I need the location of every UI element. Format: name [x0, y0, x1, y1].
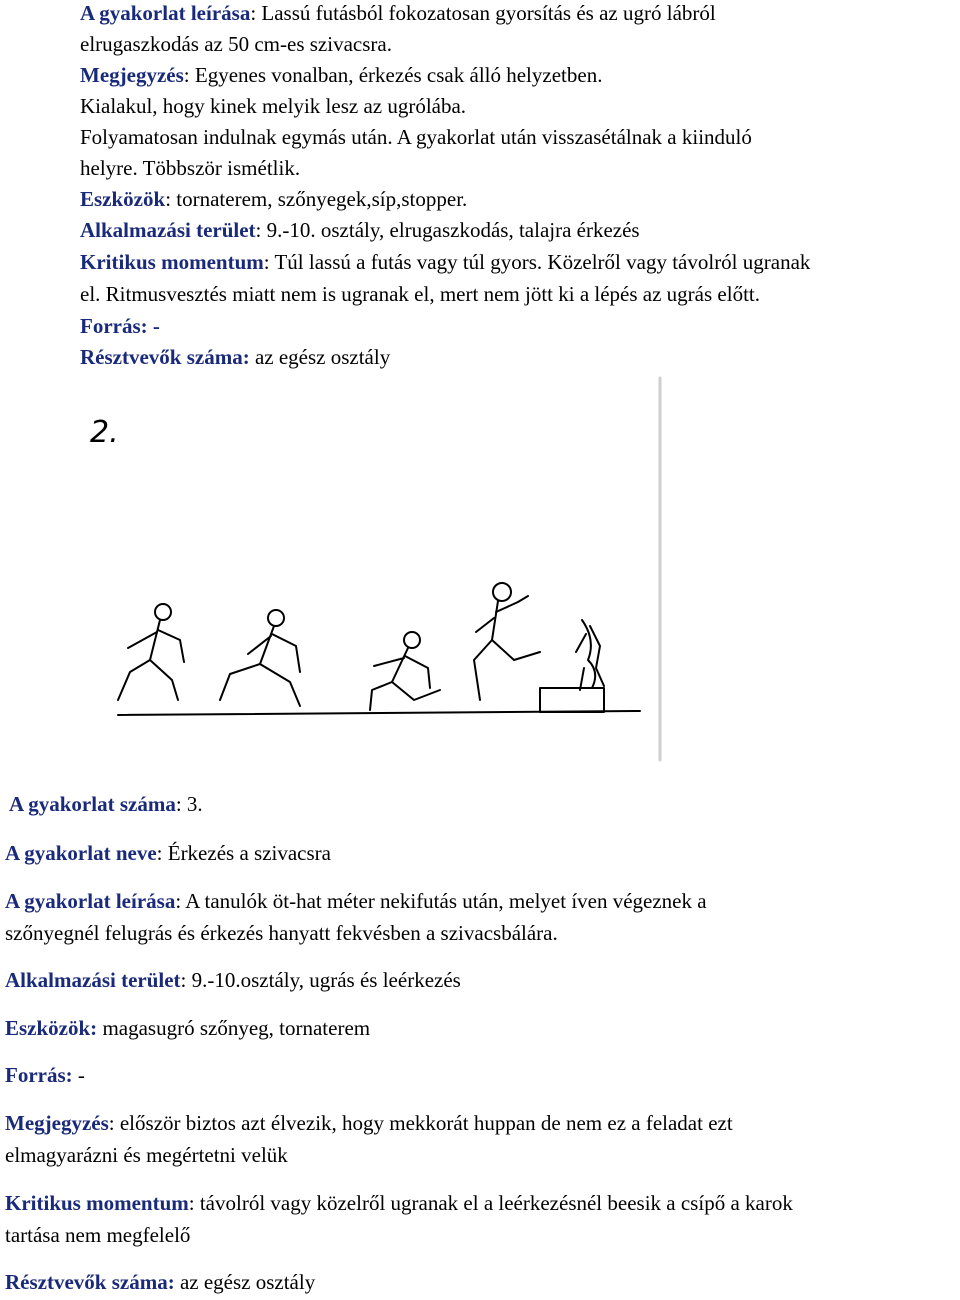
description-line-2: elrugaszkodás az 50 cm-es szivacsra. [80, 32, 392, 56]
note-line-3: Folyamatosan indulnak egymás után. A gyakorlat után visszasétálnak a kiinduló [80, 125, 752, 149]
runner-figure-4 [474, 583, 540, 700]
note-line-2: Kialakul, hogy kinek melyik lesz az ugrólába. [80, 94, 467, 118]
ex3-note-line-1: Megjegyzés: először biztos azt élvezik, hogy mekkorát huppan de nem ez a feladat ezt [5, 1111, 733, 1135]
critical-line-1: Kritikus momentum: Túl lassú a futás vagy túl gyors. Közelről vagy távolról ugranak [80, 250, 811, 274]
landing-mat [540, 688, 604, 712]
participants-line: Résztvevők száma: az egész osztály [80, 345, 391, 369]
ex3-critical-label: Kritikus momentum [5, 1191, 189, 1215]
ex3-tools-label: Eszközök: [5, 1016, 98, 1040]
area-label: Alkalmazási terület [80, 218, 256, 242]
ex3-description-line-2: szőnyegnél felugrás és érkezés hanyatt fekvésben a szivacsbálára. [5, 921, 558, 945]
runner-figure-3 [370, 632, 440, 710]
ex3-source-line: Forrás: - [5, 1063, 85, 1087]
ex3-note-label: Megjegyzés [5, 1111, 109, 1135]
critical-label: Kritikus momentum [80, 250, 264, 274]
area-line: Alkalmazási terület: 9.-10. osztály, elrugaszkodás, talajra érkezés [80, 218, 640, 242]
runner-figure-2 [220, 610, 300, 706]
ex3-critical-line-1: Kritikus momentum: távolról vagy közelről ugranak el a leérkezésnél beesik a csípő a karok [5, 1191, 793, 1215]
tools-label: Eszközök [80, 187, 166, 211]
ex3-area-line: Alkalmazási terület: 9.-10.osztály, ugrás és leérkezés [5, 968, 461, 992]
ex3-name-line: A gyakorlat neve: Érkezés a szivacsra [5, 841, 331, 865]
ex3-tools-line: Eszközök: magasugró szőnyeg, tornaterem [5, 1016, 371, 1040]
description-line-1: A gyakorlat leírása: Lassú futásból fokozatosan gyorsítás és az ugró lábról [80, 1, 716, 25]
ex3-participants-label: Résztvevők száma: [5, 1270, 175, 1294]
note-line-1: Megjegyzés: Egyenes vonalban, érkezés csak álló helyzetben. [80, 63, 603, 87]
ex3-note-line-2: elmagyarázni és megértetni velük [5, 1143, 288, 1167]
tools-line: Eszközök: tornaterem, szőnyegek,síp,stopper. [80, 187, 468, 211]
ex3-participants-line: Résztvevők száma: az egész osztály [5, 1270, 316, 1294]
runner-figure-1 [118, 604, 184, 700]
runner-figure-5 [576, 620, 604, 690]
source-line [80, 313, 160, 339]
note-label: Megjegyzés [80, 63, 184, 87]
jump-sequence-sketch [0, 370, 960, 770]
description-label: A gyakorlat leírása [80, 1, 251, 25]
ex3-number-label: A gyakorlat száma [9, 792, 176, 816]
ex3-critical-line-2: tartása nem megfelelő [5, 1223, 191, 1247]
source-label: Forrás: - [80, 314, 160, 338]
participants-label: Résztvevők száma: [80, 345, 250, 369]
ex3-description-label: A gyakorlat leírása [5, 889, 176, 913]
ex3-name-label: A gyakorlat neve [5, 841, 157, 865]
sketch-number: 2. [90, 415, 119, 450]
ex3-area-label: Alkalmazási terület [5, 968, 181, 992]
ex3-number-line: A gyakorlat száma: 3. [9, 792, 203, 816]
ex3-source-label: Forrás: [5, 1063, 73, 1087]
note-line-4: helyre. Többször ismétlik. [80, 156, 301, 180]
critical-line-2: el. Ritmusvesztés miatt nem is ugranak el, mert nem jött ki a lépés az ugrás előtt. [80, 282, 760, 306]
ex3-description-line-1: A gyakorlat leírása: A tanulók öt-hat méter nekifutás után, melyet íven végeznek a [5, 889, 707, 913]
